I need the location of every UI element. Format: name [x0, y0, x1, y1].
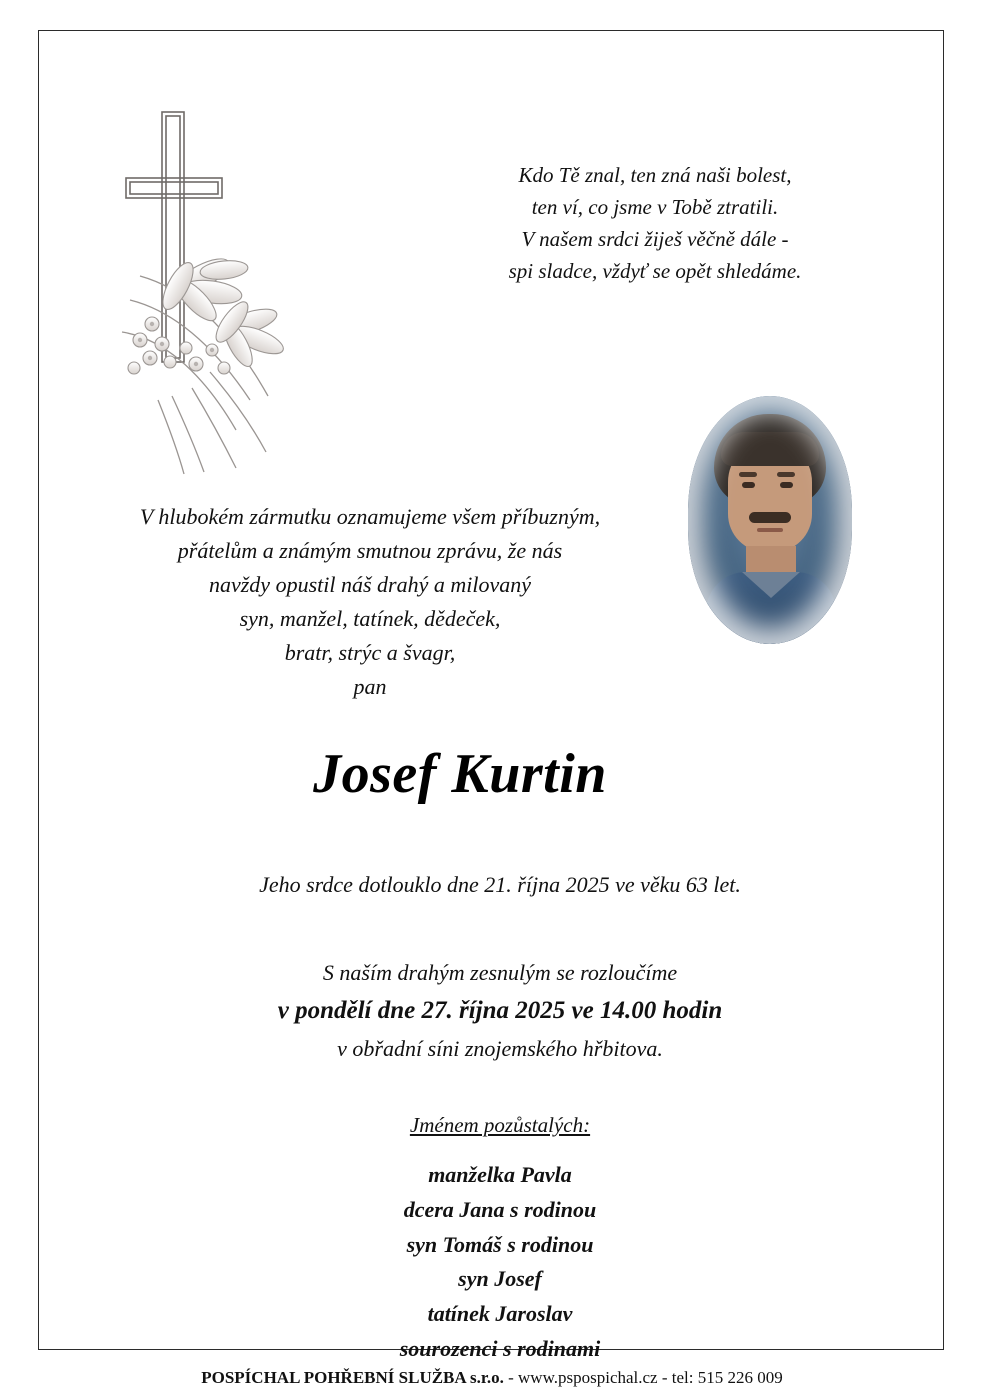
announcement-line-6: pan	[353, 674, 387, 700]
list-item: manželka Pavla	[428, 1162, 572, 1187]
portrait-photo-of-deceased	[688, 396, 852, 644]
portrait-vignette	[688, 396, 852, 644]
verse-line-1: Kdo Tě znal, ten zná naši bolest,	[518, 163, 792, 187]
farewell-ceremony-datetime: v pondělí dne 27. října 2025 ve 14.00 hodin	[277, 996, 723, 1024]
death-date-line: Jeho srdce dotlouklo dne 21. října 2025 ve věku 63 let.	[259, 872, 741, 897]
farewell-line-1: S naším drahým zesnulým se rozloučíme	[322, 960, 678, 985]
footer-separator-2: -	[657, 1368, 672, 1387]
announcement-line-4: syn, manžel, tatínek, dědeček,	[239, 606, 501, 632]
verse-line-3: V našem srdci žiješ věčně dále -	[521, 226, 789, 251]
list-item: syn Tomáš s rodinou	[406, 1231, 594, 1257]
funeral-service-name: POSPÍCHAL POHŘEBNÍ SLUŽBA s.r.o.	[201, 1368, 504, 1387]
list-item: syn Josef	[458, 1266, 542, 1292]
announcement-line-5: bratr, strýc a švagr,	[284, 640, 456, 666]
list-item: sourozenci s rodinami	[399, 1335, 601, 1361]
footer	[0, 1368, 984, 1388]
cross-and-lilies-icon	[100, 100, 340, 490]
list-item: dcera Jana s rodinou	[403, 1196, 597, 1222]
footer-separator-1: -	[503, 1368, 519, 1387]
verse-line-2: ten ví, co jsme v Tobě ztratili.	[531, 194, 779, 219]
verse-line-4: spi sladce, vždyť se opět shledáme.	[508, 258, 802, 283]
announcement-line-3: navždy opustil náš drahý a milovaný	[208, 572, 532, 598]
deceased-name: Josef Kurtin	[313, 743, 607, 805]
survivors-title-text: Jménem pozůstalých:	[409, 1113, 591, 1137]
survivors-list	[60, 1158, 940, 1367]
funeral-service-website[interactable]: www.pspospichal.cz	[518, 1368, 658, 1387]
funeral-service-phone: tel: 515 226 009	[671, 1368, 783, 1387]
survivors-title	[60, 1113, 940, 1138]
announcement-line-2: přátelům a známým smutnou zprávu, že nás	[177, 538, 563, 564]
announcement-text	[60, 500, 680, 705]
announcement-line-1: V hlubokém zármutku oznamujeme všem příbuzným,	[139, 504, 601, 529]
farewell-details	[60, 955, 940, 1067]
memorial-verse	[430, 160, 880, 288]
list-item: tatínek Jaroslav	[427, 1301, 573, 1326]
farewell-location: v obřadní síni znojemského hřbitova.	[337, 1036, 663, 1062]
